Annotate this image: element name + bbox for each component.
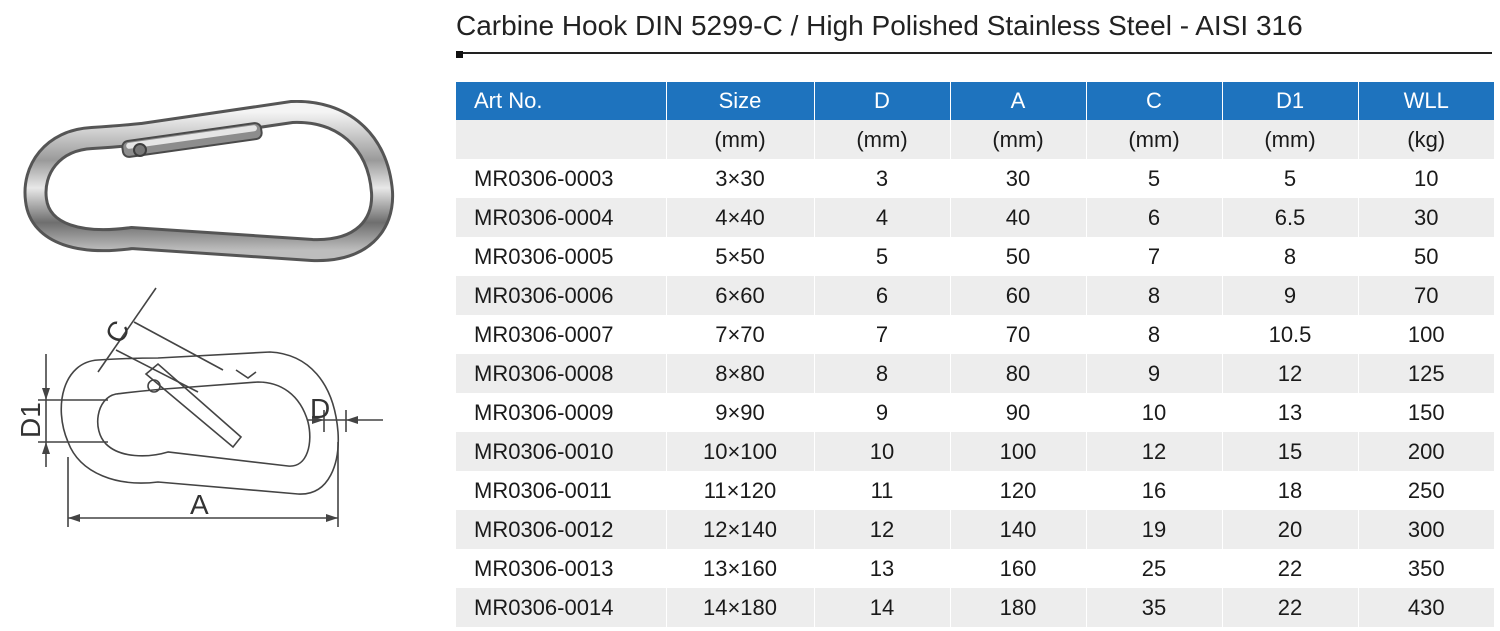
table-row xyxy=(456,276,1494,315)
size-cell: 13×160 xyxy=(666,549,814,588)
dimension-label-a: A xyxy=(190,489,209,520)
table-row xyxy=(456,354,1494,393)
d1-cell: 20 xyxy=(1222,510,1358,549)
art-no-cell: MR0306-0014 xyxy=(456,588,666,627)
c-cell: 6 xyxy=(1086,198,1222,237)
d-cell: 4 xyxy=(814,198,950,237)
size-cell: 11×120 xyxy=(666,471,814,510)
header-wll: WLL xyxy=(1358,82,1494,120)
unit-cell: (kg) xyxy=(1358,120,1494,159)
d1-cell: 22 xyxy=(1222,549,1358,588)
d1-cell: 10.5 xyxy=(1222,315,1358,354)
c-cell: 10 xyxy=(1086,393,1222,432)
table-row xyxy=(456,159,1494,198)
wll-cell: 30 xyxy=(1358,198,1494,237)
d-cell: 13 xyxy=(814,549,950,588)
d1-cell: 15 xyxy=(1222,432,1358,471)
table-row xyxy=(456,432,1494,471)
a-cell: 60 xyxy=(950,276,1086,315)
c-cell: 7 xyxy=(1086,237,1222,276)
table-row xyxy=(456,588,1494,627)
header-d: D xyxy=(814,82,950,120)
art-no-cell: MR0306-0003 xyxy=(456,159,666,198)
size-cell: 8×80 xyxy=(666,354,814,393)
header-d1: D1 xyxy=(1222,82,1358,120)
dimension-label-d: D xyxy=(310,393,331,424)
size-cell: 4×40 xyxy=(666,198,814,237)
art-no-cell: MR0306-0012 xyxy=(456,510,666,549)
header-size: Size xyxy=(666,82,814,120)
wll-cell: 10 xyxy=(1358,159,1494,198)
d1-cell: 12 xyxy=(1222,354,1358,393)
size-cell: 5×50 xyxy=(666,237,814,276)
wll-cell: 300 xyxy=(1358,510,1494,549)
page-title: Carbine Hook DIN 5299-C / High Polished Stainless Steel - AISI 316 xyxy=(456,10,1303,41)
c-cell: 12 xyxy=(1086,432,1222,471)
c-cell: 8 xyxy=(1086,315,1222,354)
unit-cell: (mm) xyxy=(666,120,814,159)
title-divider-marker xyxy=(456,51,463,58)
wll-cell: 100 xyxy=(1358,315,1494,354)
c-cell: 5 xyxy=(1086,159,1222,198)
unit-cell: (mm) xyxy=(1086,120,1222,159)
wll-cell: 150 xyxy=(1358,393,1494,432)
title-divider xyxy=(456,52,1492,54)
art-no-cell: MR0306-0013 xyxy=(456,549,666,588)
art-no-cell: MR0306-0009 xyxy=(456,393,666,432)
carabiner-photo xyxy=(22,100,402,270)
d1-cell: 9 xyxy=(1222,276,1358,315)
a-cell: 40 xyxy=(950,198,1086,237)
art-no-cell: MR0306-0006 xyxy=(456,276,666,315)
d1-cell: 5 xyxy=(1222,159,1358,198)
c-cell: 8 xyxy=(1086,276,1222,315)
size-cell: 7×70 xyxy=(666,315,814,354)
a-cell: 140 xyxy=(950,510,1086,549)
c-cell: 25 xyxy=(1086,549,1222,588)
table-row xyxy=(456,393,1494,432)
size-cell: 10×100 xyxy=(666,432,814,471)
a-cell: 180 xyxy=(950,588,1086,627)
d-cell: 10 xyxy=(814,432,950,471)
wll-cell: 50 xyxy=(1358,237,1494,276)
wll-cell: 125 xyxy=(1358,354,1494,393)
d1-cell: 13 xyxy=(1222,393,1358,432)
c-cell: 9 xyxy=(1086,354,1222,393)
spec-table xyxy=(456,82,1494,627)
unit-cell xyxy=(456,120,666,159)
art-no-cell: MR0306-0010 xyxy=(456,432,666,471)
table-row xyxy=(456,471,1494,510)
d-cell: 6 xyxy=(814,276,950,315)
d1-cell: 18 xyxy=(1222,471,1358,510)
d1-cell: 6.5 xyxy=(1222,198,1358,237)
a-cell: 50 xyxy=(950,237,1086,276)
d1-cell: 8 xyxy=(1222,237,1358,276)
a-cell: 30 xyxy=(950,159,1086,198)
carabiner-dimension-drawing xyxy=(8,282,428,532)
dimension-label-d1: D1 xyxy=(15,402,46,438)
size-cell: 14×180 xyxy=(666,588,814,627)
d-cell: 11 xyxy=(814,471,950,510)
art-no-cell: MR0306-0008 xyxy=(456,354,666,393)
wll-cell: 250 xyxy=(1358,471,1494,510)
a-cell: 120 xyxy=(950,471,1086,510)
d-cell: 8 xyxy=(814,354,950,393)
d-cell: 14 xyxy=(814,588,950,627)
d-cell: 9 xyxy=(814,393,950,432)
table-row xyxy=(456,237,1494,276)
d-cell: 12 xyxy=(814,510,950,549)
art-no-cell: MR0306-0005 xyxy=(456,237,666,276)
units-row xyxy=(456,120,1494,159)
wll-cell: 430 xyxy=(1358,588,1494,627)
table-row xyxy=(456,315,1494,354)
art-no-cell: MR0306-0011 xyxy=(456,471,666,510)
table-header-row xyxy=(456,82,1494,120)
header-a: A xyxy=(950,82,1086,120)
d1-cell: 22 xyxy=(1222,588,1358,627)
dimension-label-c: C xyxy=(99,315,136,349)
product-images xyxy=(0,0,440,631)
c-cell: 16 xyxy=(1086,471,1222,510)
unit-cell: (mm) xyxy=(950,120,1086,159)
header-art-no: Art No. xyxy=(456,82,666,120)
wll-cell: 70 xyxy=(1358,276,1494,315)
a-cell: 160 xyxy=(950,549,1086,588)
art-no-cell: MR0306-0004 xyxy=(456,198,666,237)
unit-cell: (mm) xyxy=(1222,120,1358,159)
size-cell: 6×60 xyxy=(666,276,814,315)
wll-cell: 200 xyxy=(1358,432,1494,471)
a-cell: 80 xyxy=(950,354,1086,393)
d-cell: 3 xyxy=(814,159,950,198)
d-cell: 7 xyxy=(814,315,950,354)
a-cell: 70 xyxy=(950,315,1086,354)
table-row xyxy=(456,510,1494,549)
table-row xyxy=(456,198,1494,237)
header-c: C xyxy=(1086,82,1222,120)
unit-cell: (mm) xyxy=(814,120,950,159)
size-cell: 9×90 xyxy=(666,393,814,432)
table-row xyxy=(456,549,1494,588)
d-cell: 5 xyxy=(814,237,950,276)
size-cell: 3×30 xyxy=(666,159,814,198)
size-cell: 12×140 xyxy=(666,510,814,549)
art-no-cell: MR0306-0007 xyxy=(456,315,666,354)
wll-cell: 350 xyxy=(1358,549,1494,588)
c-cell: 35 xyxy=(1086,588,1222,627)
a-cell: 100 xyxy=(950,432,1086,471)
c-cell: 19 xyxy=(1086,510,1222,549)
a-cell: 90 xyxy=(950,393,1086,432)
